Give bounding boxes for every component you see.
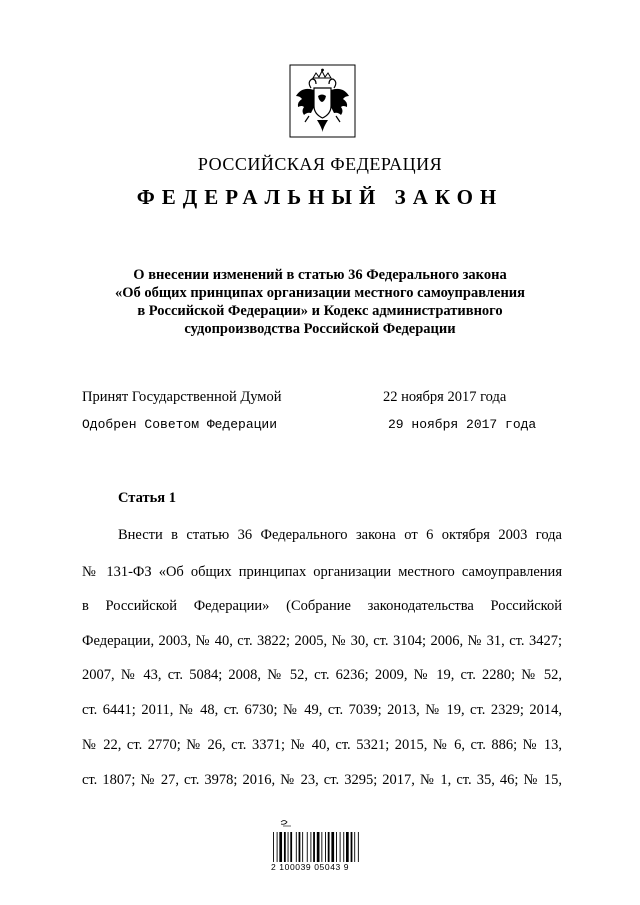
document-type: ФЕДЕРАЛЬНЫЙ ЗАКОН	[136, 185, 504, 209]
title-line: О внесении изменений в статью 36 Федерального закона	[133, 267, 507, 283]
coat-of-arms-icon	[289, 64, 356, 138]
barcode-bars	[273, 832, 359, 862]
title-line: судопроизводства Российской Федерации	[184, 321, 456, 337]
title-line: в Российской Федерации» и Кодекс административного	[137, 303, 503, 319]
article-line: 2007, № 43, ст. 5084; 2008, № 52, ст. 6236; 2009, № 19, ст. 2280; № 52,	[82, 667, 562, 683]
duma-label: Принят Государственной Думой	[82, 389, 282, 405]
article-line: Федерации, 2003, № 40, ст. 3822; 2005, № 30, ст. 3104; 2006, № 31, ст. 3427;	[82, 633, 562, 649]
law-title	[90, 266, 550, 338]
country-name: РОССИЙСКАЯ ФЕДЕРАЦИЯ	[197, 154, 443, 174]
duma-date: 22 ноября 2017 года	[383, 389, 507, 405]
council-label: Одобрен Советом Федерации	[82, 417, 278, 432]
article-line: в Российской Федерации» (Собрание законодательства Российской	[82, 598, 562, 614]
title-line: «Об общих принципах организации местного самоуправления	[115, 285, 525, 301]
article-heading: Статья 1	[118, 490, 176, 506]
article-line: ст. 6441; 2011, № 48, ст. 6730; № 49, ст. 7039; 2013, № 19, ст. 2329; 2014,	[82, 702, 562, 718]
article-line: ст. 1807; № 27, ст. 3978; 2016, № 23, ст. 3295; 2017, № 1, ст. 35, 46; № 15,	[82, 772, 562, 788]
barcode-number: 2 100039 05043 9	[271, 862, 350, 872]
article-line: № 131-ФЗ «Об общих принципах организации местного самоуправления	[82, 564, 562, 580]
council-date: 29 ноября 2017 года	[388, 417, 537, 432]
article-line: № 22, ст. 2770; № 26, ст. 3371; № 40, ст. 5321; 2015, № 6, ст. 886; № 13,	[82, 737, 562, 753]
article-line: Внести в статью 36 Федерального закона от 6 октября 2003 года	[118, 527, 562, 543]
